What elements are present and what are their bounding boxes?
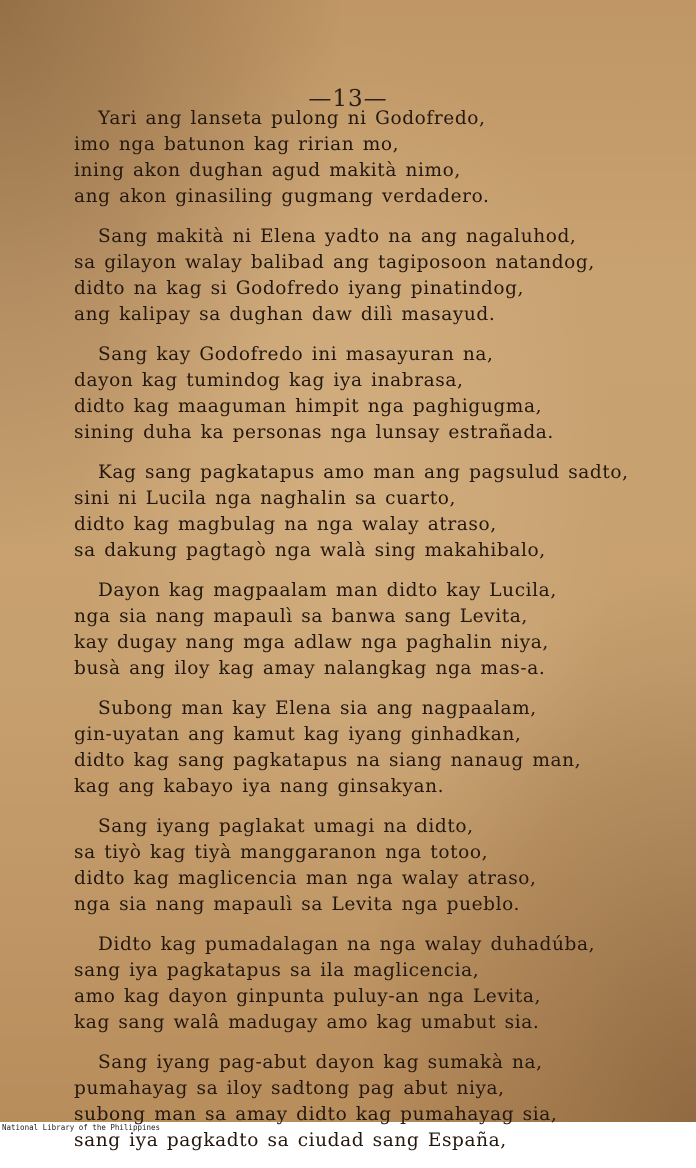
verse-line: imo nga batunon kag ririan mo, xyxy=(74,134,400,155)
verse-line: Sang iyang paglakat umagi na didto, xyxy=(98,816,474,837)
verse-line: ang kalipay sa dughan daw dilì masayud. xyxy=(74,304,496,325)
verse-line: kag sang walâ madugay amo kag umabut sia. xyxy=(74,1012,540,1033)
verse-line: Sang iyang pag-abut dayon kag sumakà na, xyxy=(98,1052,543,1073)
stanza xyxy=(74,106,674,210)
verse-line: nga sia nang mapaulì sa Levita nga pueblo. xyxy=(74,894,521,915)
verse-line: sa dakung pagtagò nga walà sing makahibalo, xyxy=(74,540,546,561)
verse-line: amo kag dayon ginpunta puluy-an nga Levita, xyxy=(74,986,542,1007)
verse-line: ang akon ginasiling gugmang verdadero. xyxy=(74,186,490,207)
verse-line: sa gilayon walay balibad ang tagiposoon natandog, xyxy=(74,252,595,273)
verse-line: busà ang iloy kag amay nalangkag nga mas-a. xyxy=(74,658,546,679)
verse-line: nga sia nang mapaulì sa banwa sang Levita, xyxy=(74,606,528,627)
verse-line: pumahayag sa iloy sadtong pag abut niya, xyxy=(74,1078,505,1099)
verse-line: sining duha ka personas nga lunsay estrañada. xyxy=(74,422,554,443)
verse-line: gin-uyatan ang kamut kag iyang ginhadkan, xyxy=(74,724,522,745)
verse-line: didto kag maglicencia man nga walay atraso, xyxy=(74,868,537,889)
verse-line: kag ang kabayo iya nang ginsakyan. xyxy=(74,776,445,797)
verse-line: didto kag sang pagkatapus na siang nanaug man, xyxy=(74,750,582,771)
verse-line: Kag sang pagkatapus amo man ang pagsulud sadto, xyxy=(98,462,629,483)
verse-line: Sang kay Godofredo ini masayuran na, xyxy=(98,344,494,365)
verse-line: didto kag maaguman himpit nga paghigugma, xyxy=(74,396,543,417)
verse-line: Subong man kay Elena sia ang nagpaalam, xyxy=(98,698,537,719)
verse-line: kay dugay nang mga adlaw nga paghalin niya, xyxy=(74,632,549,653)
verse-line: Dayon kag magpaalam man didto kay Lucila, xyxy=(98,580,557,601)
verse-line: dayon kag tumindog kag iya inabrasa, xyxy=(74,370,464,391)
verse-line: Yari ang lanseta pulong ni Godofredo, xyxy=(98,108,486,129)
verse-line: didto na kag si Godofredo iyang pinatindog, xyxy=(74,278,525,299)
verse-line: ining akon dughan agud makità nimo, xyxy=(74,160,461,181)
stanza xyxy=(74,224,674,328)
library-credit: National Library of the Philippines xyxy=(2,1123,161,1132)
stanza xyxy=(74,814,674,918)
stanza xyxy=(74,1050,674,1154)
stanza xyxy=(74,342,674,446)
page-number: —13— xyxy=(308,86,388,112)
verse-line: Didto kag pumadalagan na nga walay duhadúba, xyxy=(98,934,596,955)
poem-body xyxy=(74,106,674,1168)
verse-line: sini ni Lucila nga naghalin sa cuarto, xyxy=(74,488,456,509)
verse-line: Sang makità ni Elena yadto na ang nagaluhod, xyxy=(98,226,577,247)
stanza xyxy=(74,932,674,1036)
verse-line: didto kag magbulag na nga walay atraso, xyxy=(74,514,497,535)
verse-line: sang iya pagkatapus sa ila maglicencia, xyxy=(74,960,480,981)
verse-line: sa tiyò kag tiyà manggaranon nga totoo, xyxy=(74,842,489,863)
verse-line: subong man sa amay didto kag pumahayag sia, xyxy=(74,1104,558,1125)
verse-line: sang iya pagkadto sa ciudad sang España, xyxy=(74,1130,507,1151)
stanza xyxy=(74,578,674,682)
stanza xyxy=(74,460,674,564)
stanza xyxy=(74,696,674,800)
